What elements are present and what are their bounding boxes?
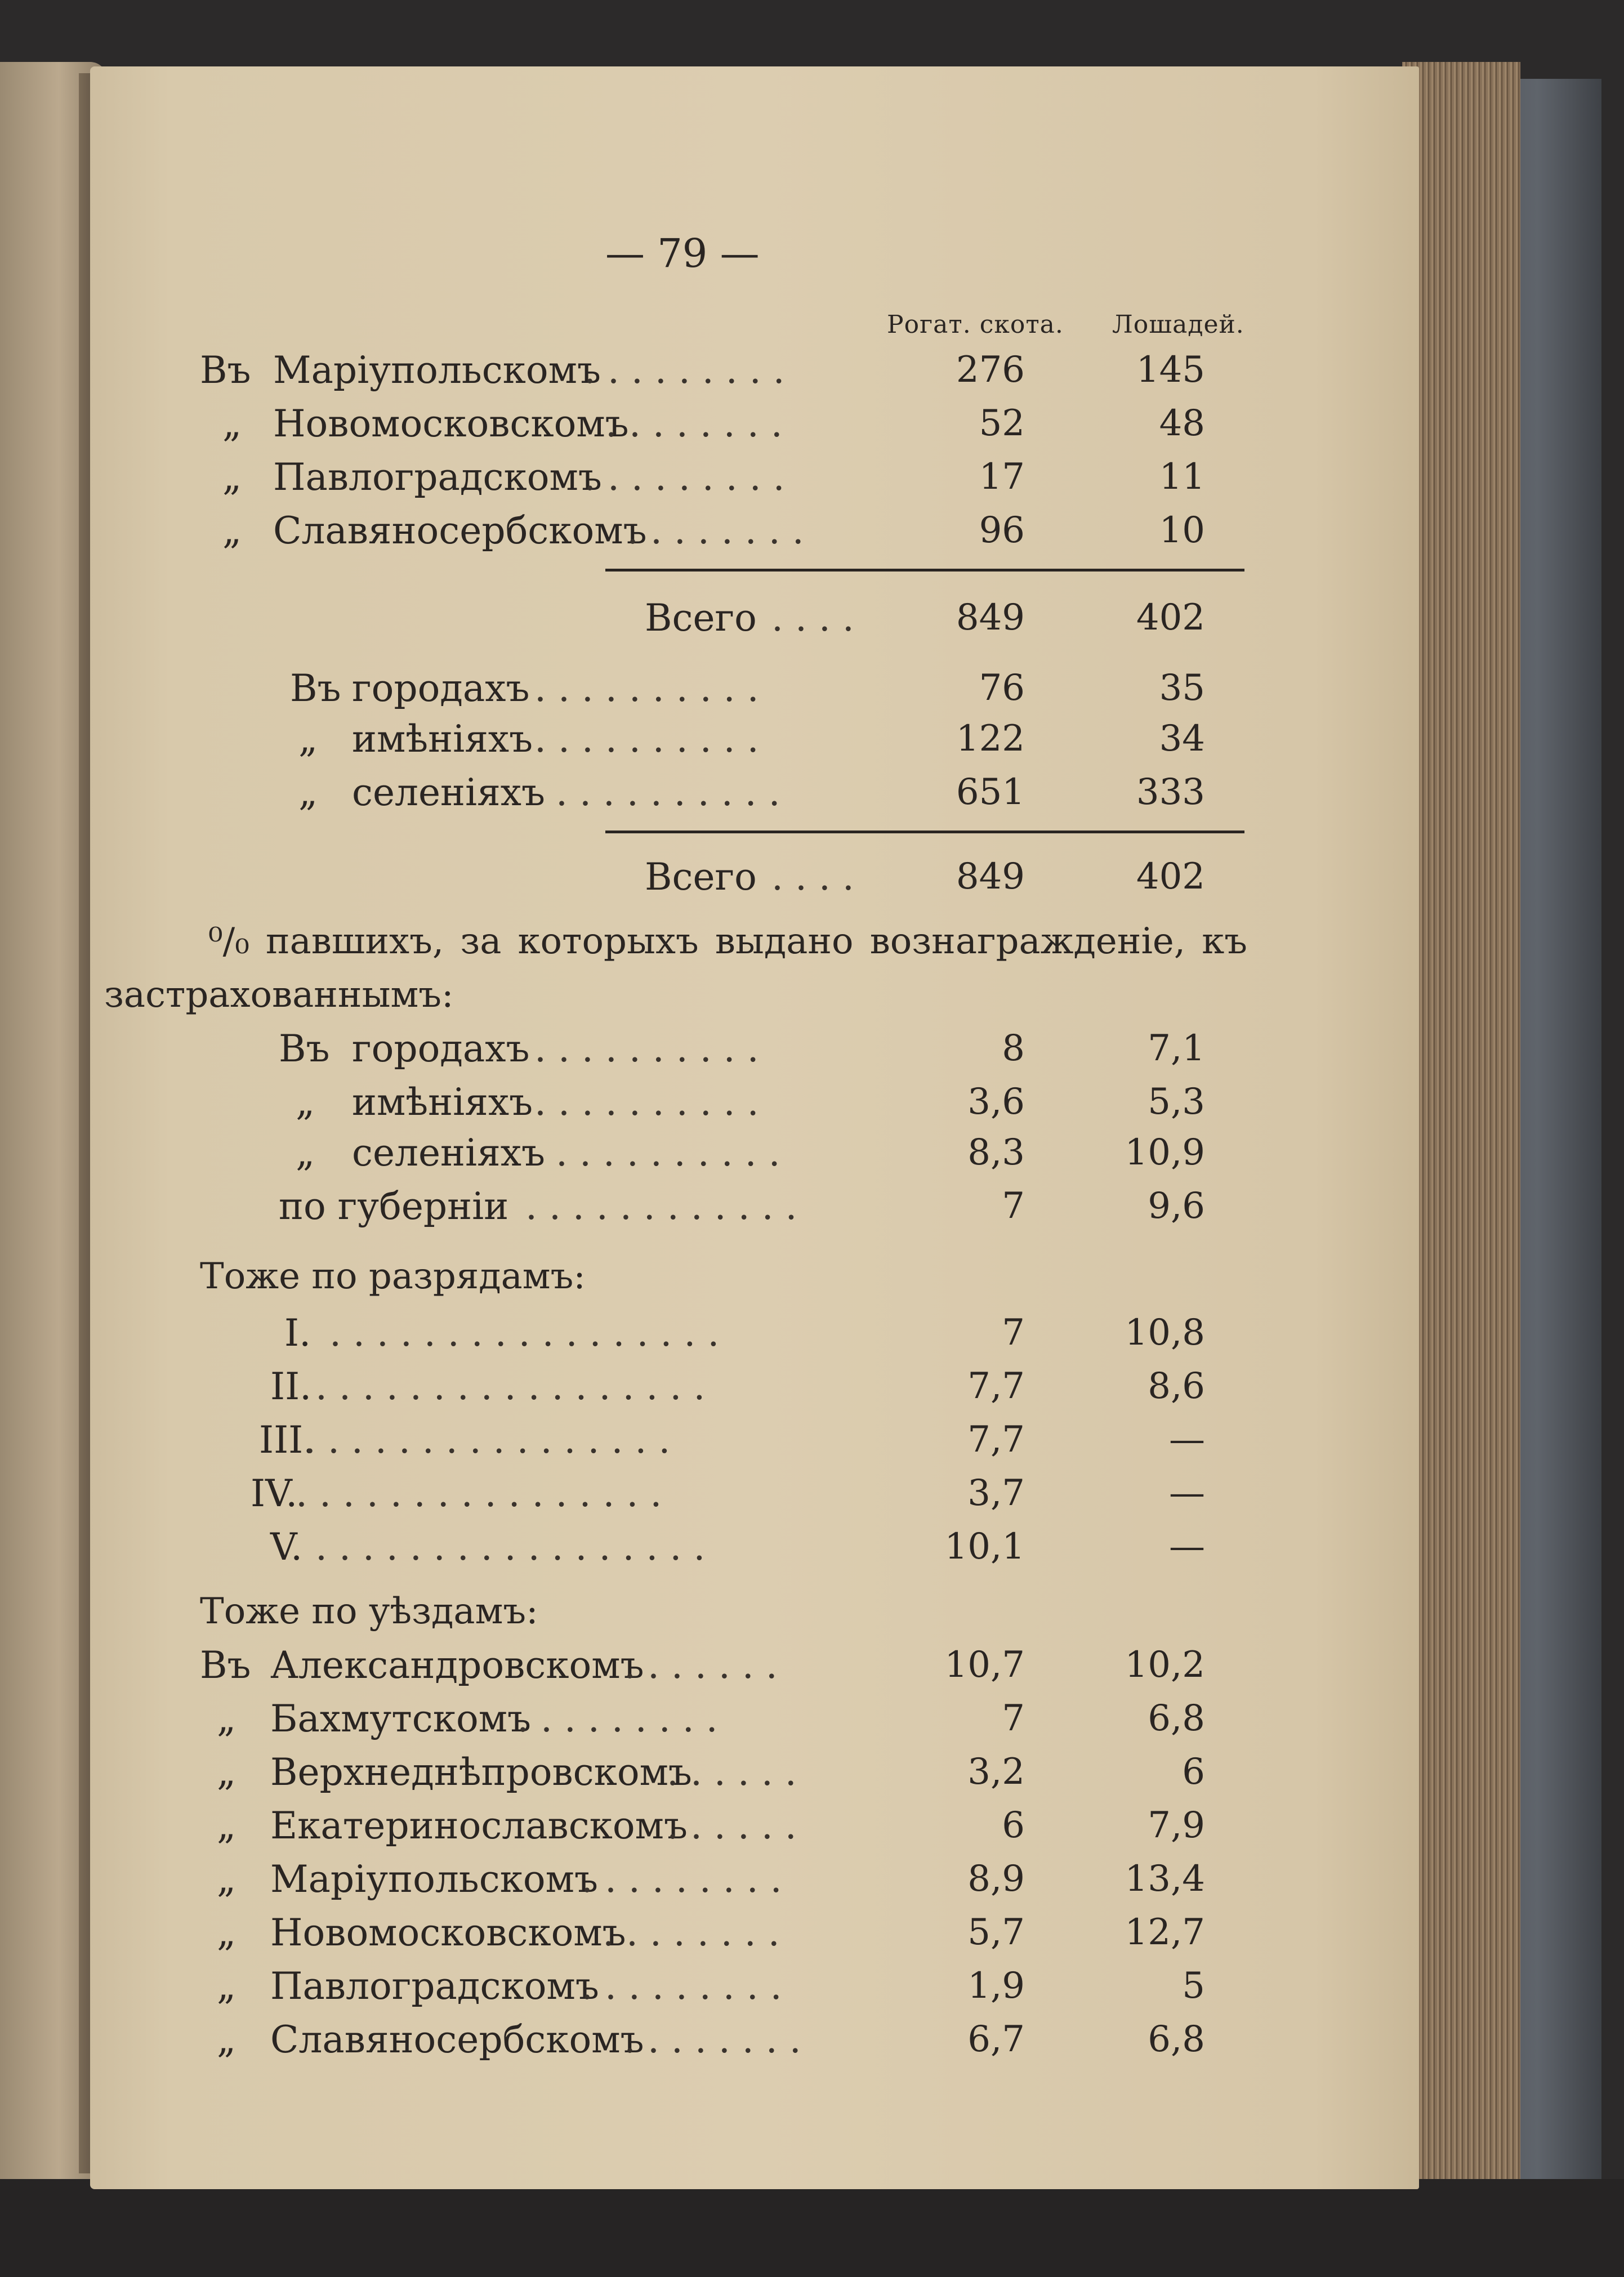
- percent-row-cattle-value: 3,6: [967, 1081, 1025, 1123]
- district-row-horses-value: 145: [1136, 349, 1205, 391]
- class-name: IV.: [251, 1472, 298, 1515]
- district-percent-row-dots: . . . . . . . . .: [581, 1861, 782, 1898]
- class-cattle-value: 10,1: [944, 1526, 1025, 1568]
- class-cattle-value: 7,7: [967, 1365, 1025, 1407]
- district-row-horses-value: 48: [1159, 403, 1205, 444]
- district-percent-row-cattle-value: 3,2: [967, 1751, 1025, 1793]
- class-horses-value: —: [1169, 1526, 1205, 1568]
- district-percent-row-dots: . . . . . . . . .: [517, 1700, 718, 1738]
- by-class-heading: Тоже по разрядамъ:: [200, 1256, 586, 1297]
- place-row-name: имѣніяхъ: [352, 717, 533, 761]
- place-row-horses-value: 34: [1159, 718, 1205, 760]
- district-row-dots: . . . . . . . . .: [584, 352, 785, 389]
- place-row-name: городахъ: [352, 667, 530, 710]
- district-percent-row-cattle-value: 7: [1002, 1698, 1025, 1739]
- district-percent-row-horses-value: 10,2: [1125, 1644, 1205, 1686]
- district-percent-row-dots: . . . . . . .: [624, 1647, 778, 1684]
- total-horses-value: 402: [1136, 597, 1205, 639]
- total-rule-2: [605, 831, 1244, 833]
- district-percent-row-cattle-value: 6,7: [967, 2019, 1025, 2060]
- paragraph-line-2: застрахованнымъ:: [104, 974, 454, 1016]
- district-row-prefix: „: [222, 456, 242, 499]
- place-row-cattle-value: 122: [956, 718, 1025, 760]
- place-row-cattle-value: 76: [979, 667, 1025, 709]
- place-row-dots: . . . . . . . . . .: [534, 721, 759, 758]
- percent-row-dots: . . . . . . . . . . . .: [525, 1188, 797, 1225]
- total-cattle-value: 849: [956, 597, 1025, 639]
- place-row-cattle-value: 651: [956, 771, 1025, 813]
- district-percent-row-prefix: „: [217, 1697, 237, 1740]
- class-horses-value: 8,6: [1148, 1365, 1205, 1407]
- percent-row-name: городахъ: [352, 1027, 530, 1070]
- class-name: II.: [270, 1365, 312, 1408]
- class-name: V.: [270, 1525, 303, 1569]
- district-row-name: Маріупольскомъ: [273, 349, 601, 392]
- district-percent-row-name: Верхнеднѣпровскомъ: [270, 1751, 692, 1794]
- total-rule-1: [605, 569, 1244, 572]
- district-row-cattle-value: 52: [979, 403, 1025, 444]
- class-dots: . . . . . . . . . . . . . . . .: [304, 1422, 671, 1459]
- district-row-dots: . . . . . . . .: [627, 512, 804, 550]
- district-percent-row-horses-value: 5: [1182, 1965, 1205, 2007]
- district-percent-row-prefix: Въ: [200, 1644, 251, 1687]
- percent-row-horses-value: 7,1: [1148, 1028, 1205, 1069]
- district-percent-row-prefix: „: [217, 1965, 237, 2008]
- background-shadow: [0, 2179, 1624, 2277]
- percent-row-dots: . . . . . . . . . .: [556, 1135, 780, 1172]
- district-percent-row-prefix: „: [217, 2018, 237, 2061]
- percent-row-cattle-value: 8,3: [967, 1132, 1025, 1173]
- district-percent-row-horses-value: 13,4: [1125, 1858, 1205, 1900]
- district-percent-row-horses-value: 6,8: [1148, 1698, 1205, 1739]
- percent-row-prefix: „: [296, 1081, 315, 1124]
- percent-row-prefix: Въ: [279, 1027, 330, 1070]
- percent-row-cattle-value: 7: [1002, 1185, 1025, 1227]
- district-row-cattle-value: 17: [979, 456, 1025, 498]
- percent-row-name: селеніяхъ: [352, 1131, 545, 1175]
- district-percent-row-prefix: „: [217, 1911, 237, 1954]
- class-dots: . . . . . . . . . . . . . . . . .: [315, 1368, 706, 1405]
- district-percent-row-prefix: „: [217, 1804, 237, 1847]
- district-percent-row-dots: . . . . . . . .: [624, 2021, 801, 2059]
- class-horses-value: —: [1169, 1419, 1205, 1461]
- class-cattle-value: 3,7: [967, 1472, 1025, 1514]
- district-row-prefix: „: [222, 402, 242, 445]
- class-dots: . . . . . . . . . . . . . . . . .: [315, 1529, 706, 1566]
- place-row-name: селеніяхъ: [352, 771, 545, 814]
- class-dots: . . . . . . . . . . . . . . . . .: [329, 1315, 720, 1352]
- place-row-prefix: „: [298, 717, 318, 761]
- district-percent-row-horses-value: 7,9: [1148, 1805, 1205, 1846]
- percent-row-dots: . . . . . . . . . .: [534, 1084, 759, 1121]
- district-row-dots: . . . . . . . .: [605, 405, 783, 443]
- district-percent-row-cattle-value: 5,7: [967, 1912, 1025, 1953]
- district-row-name: Павлоградскомъ: [273, 456, 602, 499]
- page-edges: [1402, 62, 1520, 2190]
- percent-row-horses-value: 9,6: [1148, 1185, 1205, 1227]
- percent-row-horses-value: 5,3: [1148, 1081, 1205, 1123]
- district-row-prefix: Въ: [200, 349, 251, 392]
- class-cattle-value: 7: [1002, 1312, 1025, 1354]
- district-percent-row-prefix: „: [217, 1858, 237, 1901]
- district-percent-row-cattle-value: 10,7: [944, 1644, 1025, 1686]
- district-percent-row-dots: . . . . . . . . .: [581, 1968, 782, 2005]
- district-percent-row-name: Маріупольскомъ: [270, 1858, 598, 1901]
- class-name: I.: [284, 1311, 311, 1355]
- district-percent-row-horses-value: 12,7: [1125, 1912, 1205, 1953]
- total-label: Всего: [645, 855, 757, 899]
- percent-row-name: имѣніяхъ: [352, 1081, 533, 1124]
- district-row-cattle-value: 96: [979, 510, 1025, 551]
- place-row-dots: . . . . . . . . . .: [534, 670, 759, 707]
- district-row-name: Славяносербскомъ: [273, 509, 647, 552]
- district-row-horses-value: 11: [1159, 456, 1205, 498]
- total-cattle-value: 849: [956, 856, 1025, 898]
- district-row-horses-value: 10: [1159, 510, 1205, 551]
- total-horses-value: 402: [1136, 856, 1205, 898]
- district-percent-row-cattle-value: 8,9: [967, 1858, 1025, 1900]
- district-percent-row-name: Бахмутскомъ: [270, 1697, 532, 1740]
- district-percent-row-name: Славяносербскомъ: [270, 2018, 644, 2061]
- class-dots: . . . . . . . . . . . . . . . .: [296, 1475, 662, 1512]
- district-row-prefix: „: [222, 509, 242, 552]
- total-dots: . . . .: [771, 596, 854, 640]
- page-number: — 79 —: [605, 230, 760, 276]
- column-header-cattle: Рогат. скота.: [887, 310, 1064, 339]
- percent-row-horses-value: 10,9: [1125, 1132, 1205, 1173]
- district-percent-row-name: Александровскомъ: [270, 1644, 644, 1687]
- district-percent-row-prefix: „: [217, 1751, 237, 1794]
- district-row-name: Новомосковскомъ: [273, 402, 629, 445]
- place-row-dots: . . . . . . . . . .: [556, 774, 780, 811]
- paragraph-line-1: ⁰/₀ павшихъ, за которыхъ выдано вознагражденіе, къ: [208, 921, 1247, 962]
- percent-row-name: по губерніи: [279, 1185, 509, 1228]
- district-percent-row-dots: . . . . . .: [667, 1807, 797, 1845]
- district-row-dots: . . . . . . . . .: [584, 459, 785, 496]
- percent-row-cattle-value: 8: [1002, 1028, 1025, 1069]
- total-dots: . . . .: [771, 855, 854, 899]
- district-percent-row-horses-value: 6: [1182, 1751, 1205, 1793]
- district-percent-row-name: Павлоградскомъ: [270, 1965, 599, 2008]
- class-horses-value: —: [1169, 1472, 1205, 1514]
- column-header-horses: Лошадей.: [1112, 310, 1244, 339]
- percent-row-dots: . . . . . . . . . .: [534, 1030, 759, 1068]
- district-percent-row-dots: . . . . . .: [667, 1754, 797, 1791]
- district-percent-row-cattle-value: 6: [1002, 1805, 1025, 1846]
- district-percent-row-name: Новомосковскомъ: [270, 1911, 626, 1954]
- class-cattle-value: 7,7: [967, 1419, 1025, 1461]
- place-row-prefix: Въ: [290, 667, 341, 710]
- place-row-horses-value: 333: [1136, 771, 1205, 813]
- district-row-cattle-value: 276: [956, 349, 1025, 391]
- class-name: III.: [259, 1418, 315, 1462]
- total-label: Всего: [645, 596, 757, 640]
- district-percent-row-name: Екатеринославскомъ: [270, 1804, 688, 1847]
- district-percent-row-cattle-value: 1,9: [967, 1965, 1025, 2007]
- class-horses-value: 10,8: [1125, 1312, 1205, 1354]
- place-row-prefix: „: [298, 771, 318, 814]
- by-district-heading: Тоже по уѣздамъ:: [200, 1591, 538, 1632]
- place-row-horses-value: 35: [1159, 667, 1205, 709]
- district-percent-row-horses-value: 6,8: [1148, 2019, 1205, 2060]
- percent-row-prefix: „: [296, 1131, 315, 1175]
- district-percent-row-dots: . . . . . . . .: [603, 1914, 780, 1952]
